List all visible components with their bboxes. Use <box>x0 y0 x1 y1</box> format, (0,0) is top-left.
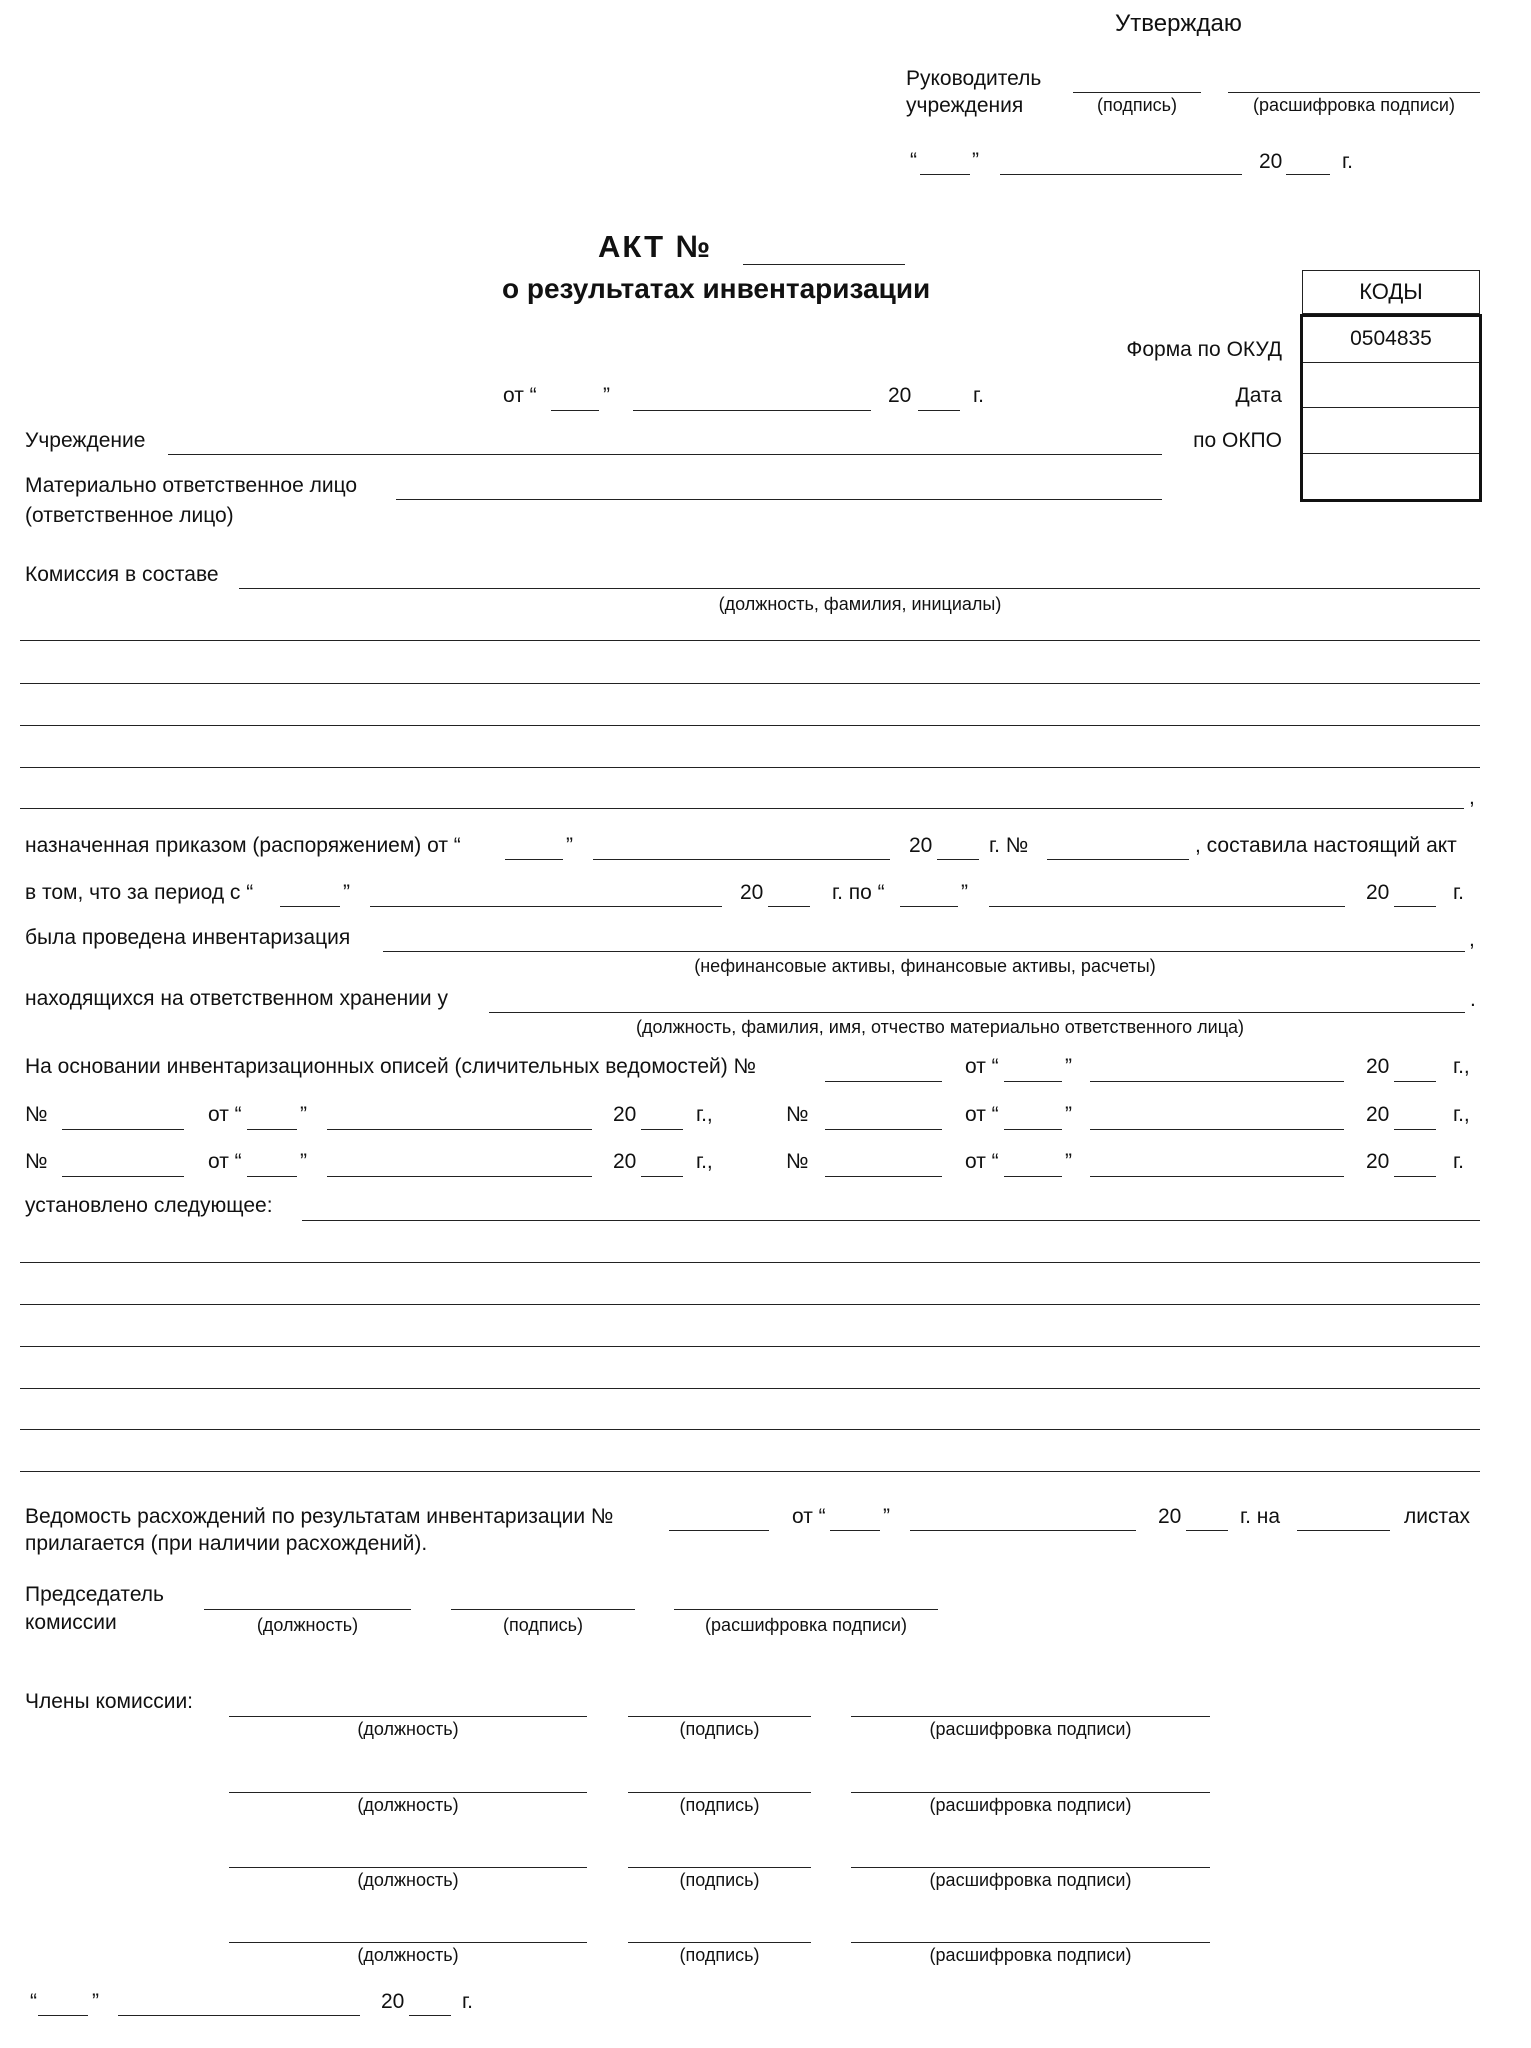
basis-3-day-field[interactable] <box>1004 1129 1062 1130</box>
period-from-year-prefix: 20 <box>740 881 764 904</box>
basis-3-month-field[interactable] <box>1090 1129 1344 1130</box>
member-4-signature-field[interactable] <box>628 1942 811 1943</box>
discrepancy-sheets: листах <box>1404 1505 1471 1528</box>
act-month-field[interactable] <box>633 410 871 411</box>
chairman-position-caption: (должность) <box>256 1615 359 1635</box>
basis-2-no: № <box>25 1103 48 1126</box>
discrepancy-month-field[interactable] <box>910 1530 1136 1531</box>
codes-table <box>1300 314 1482 502</box>
member-3-decryption-field[interactable] <box>851 1867 1210 1868</box>
act-number-field[interactable] <box>743 264 905 265</box>
discrepancy-year-field[interactable] <box>1186 1530 1228 1531</box>
approval-head-line1: Руководитель <box>906 67 1042 90</box>
basis-5-from: от “ <box>965 1150 999 1173</box>
custody-period: . <box>1470 988 1476 1011</box>
member-3-decryption-caption: (расшифровка подписи) <box>929 1870 1132 1890</box>
basis-2-close-quote: ” <box>300 1103 307 1126</box>
commission-line-3[interactable] <box>20 683 1480 684</box>
period-to-close-quote: ” <box>961 881 968 904</box>
footer-year-prefix: 20 <box>381 1990 405 2013</box>
footer-open-quote: “ <box>30 1990 37 2013</box>
commission-line-2[interactable] <box>20 640 1480 641</box>
established-field[interactable] <box>302 1220 1480 1221</box>
order-day-field[interactable] <box>505 859 563 860</box>
basis-4-month-field[interactable] <box>327 1176 592 1177</box>
approval-close-quote: ” <box>972 149 979 172</box>
order-year-field[interactable] <box>937 859 979 860</box>
basis-4-number-field[interactable] <box>62 1176 184 1177</box>
basis-3-year-field[interactable] <box>1394 1129 1436 1130</box>
responsible-label: Материально ответственное лицо <box>25 474 358 497</box>
basis-3-no: № <box>786 1103 809 1126</box>
basis-1-year-prefix: 20 <box>1366 1055 1390 1078</box>
approval-month-field[interactable] <box>1000 174 1242 175</box>
inventory-caption: (нефинансовые активы, финансовые активы, расчеты) <box>694 956 1156 976</box>
basis-1-number-field[interactable] <box>825 1081 942 1082</box>
basis-1-year-field[interactable] <box>1394 1081 1436 1082</box>
member-1-decryption-field[interactable] <box>851 1716 1210 1717</box>
order-suffix: , составила настоящий акт <box>1195 834 1457 857</box>
basis-4-year-field[interactable] <box>641 1176 683 1177</box>
basis-2-month-field[interactable] <box>327 1129 592 1130</box>
discrepancy-year-prefix: 20 <box>1158 1505 1182 1528</box>
member-1-decryption-caption: (расшифровка подписи) <box>929 1719 1132 1739</box>
act-date-close-quote: ” <box>603 384 610 407</box>
member-3-signature-caption: (подпись) <box>679 1870 760 1890</box>
member-4-position-field[interactable] <box>229 1942 587 1943</box>
period-to-month-field[interactable] <box>989 906 1345 907</box>
basis-2-day-field[interactable] <box>247 1129 297 1130</box>
order-number-field[interactable] <box>1047 859 1189 860</box>
extra-code-cell[interactable] <box>1303 454 1479 500</box>
commission-field[interactable] <box>239 588 1480 589</box>
approval-year-prefix: 20 <box>1259 150 1283 173</box>
approval-signature-caption: (подпись) <box>1096 95 1178 115</box>
basis-2-year-suffix: г., <box>696 1103 713 1126</box>
date-label: Дата <box>1235 384 1282 407</box>
basis-4-from: от “ <box>208 1150 242 1173</box>
institution-label: Учреждение <box>25 429 146 452</box>
basis-3-year-prefix: 20 <box>1366 1103 1390 1126</box>
discrepancy-from: от “ <box>792 1505 826 1528</box>
member-3-position-field[interactable] <box>229 1867 587 1868</box>
order-year-suffix: г. № <box>989 834 1029 857</box>
footer-year-suffix: г. <box>462 1990 473 2013</box>
act-year-suffix: г. <box>973 384 984 407</box>
commission-label: Комиссия в составе <box>25 563 219 586</box>
established-line-3[interactable] <box>20 1304 1480 1305</box>
discrepancy-close-quote: ” <box>883 1505 890 1528</box>
basis-5-no: № <box>786 1150 809 1173</box>
commission-line-6[interactable] <box>20 808 1464 809</box>
basis-5-year-field[interactable] <box>1394 1176 1436 1177</box>
responsible-label-2: (ответственное лицо) <box>25 504 234 527</box>
discrepancy-day-field[interactable] <box>830 1530 880 1531</box>
basis-5-close-quote: ” <box>1065 1150 1072 1173</box>
basis-3-close-quote: ” <box>1065 1103 1072 1126</box>
basis-2-year-prefix: 20 <box>613 1103 637 1126</box>
okpo-label: по ОКПО <box>1193 429 1282 452</box>
basis-1-close-quote: ” <box>1065 1055 1072 1078</box>
basis-3-year-suffix: г., <box>1453 1103 1470 1126</box>
responsible-field[interactable] <box>396 499 1162 500</box>
discrepancy-number-field[interactable] <box>669 1530 769 1531</box>
commission-caption: (должность, фамилия, инициалы) <box>718 594 1002 614</box>
order-year-prefix: 20 <box>909 834 933 857</box>
chairman-decryption-field[interactable] <box>674 1609 938 1610</box>
basis-5-year-prefix: 20 <box>1366 1150 1390 1173</box>
chairman-signature-field[interactable] <box>451 1609 635 1610</box>
established-line-2[interactable] <box>20 1262 1480 1263</box>
period-from-day-field[interactable] <box>280 906 340 907</box>
approval-decryption-caption: (расшифровка подписи) <box>1253 95 1455 115</box>
member-3-position-caption: (должность) <box>357 1870 459 1890</box>
commission-line-5[interactable] <box>20 767 1480 768</box>
basis-1-year-suffix: г., <box>1453 1055 1470 1078</box>
footer-year-field[interactable] <box>409 2015 451 2016</box>
order-close-quote: ” <box>566 834 573 857</box>
member-2-position-field[interactable] <box>229 1792 587 1793</box>
order-label: назначенная приказом (распоряжением) от “ <box>25 834 461 857</box>
basis-2-number-field[interactable] <box>62 1129 184 1130</box>
established-line-5[interactable] <box>20 1388 1480 1389</box>
act-year-prefix: 20 <box>888 384 912 407</box>
period-from-close-quote: ” <box>343 881 350 904</box>
approval-title: Утверждаю <box>1115 10 1242 37</box>
approval-signature-field[interactable] <box>1073 92 1201 93</box>
basis-4-year-prefix: 20 <box>613 1150 637 1173</box>
basis-1-day-field[interactable] <box>1004 1081 1062 1082</box>
footer-month-field[interactable] <box>118 2015 360 2016</box>
member-1-position-field[interactable] <box>229 1716 587 1717</box>
basis-4-close-quote: ” <box>300 1150 307 1173</box>
act-year-field[interactable] <box>918 410 960 411</box>
chairman-position-field[interactable] <box>204 1609 411 1610</box>
footer-day-field[interactable] <box>38 2015 88 2016</box>
approval-year-suffix: г. <box>1342 150 1353 173</box>
member-1-signature-caption: (подпись) <box>679 1719 760 1739</box>
period-from-month-field[interactable] <box>370 906 722 907</box>
inventory-field[interactable] <box>383 951 1465 952</box>
period-to-year-suffix: г. <box>1453 881 1464 904</box>
member-2-position-caption: (должность) <box>357 1795 459 1815</box>
institution-field[interactable] <box>168 454 1162 455</box>
footer-close-quote: ” <box>92 1990 99 2013</box>
approval-year-field[interactable] <box>1286 174 1330 175</box>
chairman-signature-caption: (подпись) <box>502 1615 584 1635</box>
period-to-year-field[interactable] <box>1394 906 1436 907</box>
member-4-decryption-field[interactable] <box>851 1942 1210 1943</box>
chairman-label: Председатель <box>25 1583 164 1606</box>
basis-5-number-field[interactable] <box>825 1176 942 1177</box>
period-to-day-field[interactable] <box>900 906 958 907</box>
period-from-year-field[interactable] <box>768 906 810 907</box>
okud-label: Форма по ОКУД <box>1126 338 1282 361</box>
basis-3-number-field[interactable] <box>825 1129 942 1130</box>
date-code-cell[interactable] <box>1303 363 1479 409</box>
member-4-position-caption: (должность) <box>357 1945 459 1965</box>
established-label: установлено следующее: <box>25 1194 273 1217</box>
approval-open-quote: “ <box>910 149 917 172</box>
chairman-label-2: комиссии <box>25 1611 117 1634</box>
member-4-decryption-caption: (расшифровка подписи) <box>929 1945 1132 1965</box>
chairman-decryption-caption: (расшифровка подписи) <box>705 1615 907 1635</box>
established-line-4[interactable] <box>20 1346 1480 1347</box>
basis-4-day-field[interactable] <box>247 1176 297 1177</box>
established-line-6[interactable] <box>20 1429 1480 1430</box>
basis-4-no: № <box>25 1150 48 1173</box>
act-date-from: от “ <box>503 384 537 407</box>
custody-label: находящихся на ответственном хранении у <box>25 987 448 1010</box>
member-1-position-caption: (должность) <box>357 1719 459 1739</box>
inventory-comma: , <box>1469 928 1475 951</box>
member-2-decryption-caption: (расшифровка подписи) <box>929 1795 1132 1815</box>
order-month-field[interactable] <box>593 859 890 860</box>
act-day-field[interactable] <box>551 410 599 411</box>
basis-5-day-field[interactable] <box>1004 1176 1062 1177</box>
basis-1-from: от “ <box>965 1055 999 1078</box>
member-2-signature-caption: (подпись) <box>679 1795 760 1815</box>
member-2-decryption-field[interactable] <box>851 1792 1210 1793</box>
established-line-7[interactable] <box>20 1471 1480 1472</box>
discrepancy-year-on: г. на <box>1240 1505 1281 1528</box>
discrepancy-label: Ведомость расхождений по результатам инвентаризации № <box>25 1505 614 1528</box>
basis-2-year-field[interactable] <box>641 1129 683 1130</box>
basis-4-year-suffix: г., <box>696 1150 713 1173</box>
basis-3-from: от “ <box>965 1103 999 1126</box>
members-label: Члены комиссии: <box>25 1690 194 1713</box>
basis-5-year-suffix: г. <box>1453 1150 1464 1173</box>
basis-5-month-field[interactable] <box>1090 1176 1344 1177</box>
approval-decryption-field[interactable] <box>1228 92 1480 93</box>
custody-caption: (должность, фамилия, имя, отчество материально ответственного лица) <box>635 1017 1245 1037</box>
member-2-signature-field[interactable] <box>628 1792 811 1793</box>
okpo-code-cell[interactable] <box>1303 408 1479 454</box>
commission-line-4[interactable] <box>20 725 1480 726</box>
codes-header: КОДЫ <box>1302 270 1480 314</box>
basis-2-from: от “ <box>208 1103 242 1126</box>
period-label: в том, что за период с “ <box>25 881 254 904</box>
member-4-signature-caption: (подпись) <box>679 1945 760 1965</box>
inventory-label: была проведена инвентаризация <box>25 926 351 949</box>
okud-code: 0504835 <box>1303 317 1479 363</box>
member-1-signature-field[interactable] <box>628 1716 811 1717</box>
period-to-year-prefix: 20 <box>1366 881 1390 904</box>
commission-comma: , <box>1469 786 1475 809</box>
discrepancy-line2: прилагается (при наличии расхождений). <box>25 1532 428 1555</box>
approval-day-field[interactable] <box>920 174 970 175</box>
custody-field[interactable] <box>489 1012 1465 1013</box>
act-subtitle: о результатах инвентаризации <box>502 273 931 304</box>
member-3-signature-field[interactable] <box>628 1867 811 1868</box>
discrepancy-sheets-field[interactable] <box>1297 1530 1390 1531</box>
basis-1-month-field[interactable] <box>1090 1081 1344 1082</box>
approval-head-line2: учреждения <box>906 94 1024 117</box>
basis-label: На основании инвентаризационных описей (сличительных ведомостей) № <box>25 1055 757 1078</box>
act-title: АКТ № <box>598 229 713 264</box>
period-middle: г. по “ <box>832 881 885 904</box>
